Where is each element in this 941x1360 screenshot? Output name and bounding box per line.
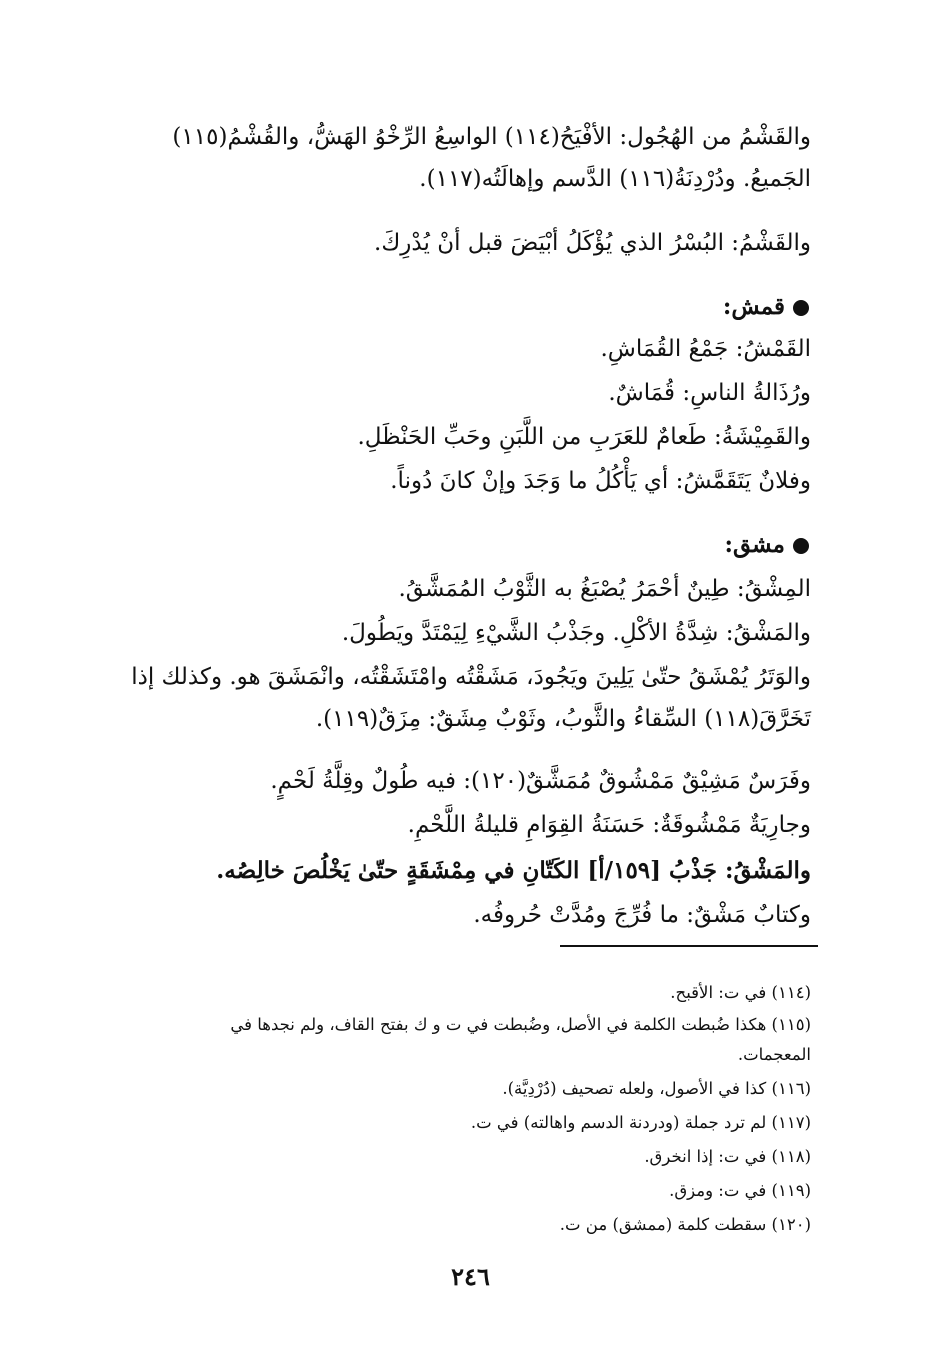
footnote: (١١٩) في ت: ومزق. bbox=[669, 1181, 811, 1200]
entry-line: والوَتَرُ يُمْشَقُ حتّىٰ يَلِينَ ويَجُودَ، مَشَقْتُه وامْتَشَقْتُه، وانْمَشَقَ هو. وكذلك إذا bbox=[131, 664, 811, 690]
entry-line: ورُذَالةُ الناسِ: قُمَاشٌ. bbox=[608, 380, 811, 406]
footnote-separator bbox=[560, 945, 818, 947]
body-line: والقَشْمُ: البُسْرُ الذي يُؤْكَلُ أبْيَضَ قبل أنْ يُدْرِكَ. bbox=[374, 230, 811, 256]
entry-line: القَمْشُ: جَمْعُ القُمَاشِ. bbox=[600, 336, 811, 362]
entry-line: والقَمِيْشَةُ: طَعامٌ للعَرَبِ من اللَّبَنِ وحَبِّ الحَنْظَلِ. bbox=[357, 424, 811, 450]
page-number: ٢٤٦ bbox=[451, 1262, 490, 1291]
bullet-icon bbox=[793, 538, 809, 554]
footnote: (١١٧) لم ترد جملة (ودردنة الدسم واهالته) في ت. bbox=[470, 1113, 811, 1132]
heading-text: قمش: bbox=[722, 293, 785, 320]
entry-line: وجارِيَةٌ مَمْشُوقَةٌ: حَسَنَةُ القِوَامِ قليلةُ اللَّحْمِ. bbox=[407, 812, 811, 838]
bullet-icon bbox=[793, 300, 809, 316]
footnote: (١٢٠) سقطت كلمة (ممشق) من ت. bbox=[559, 1215, 811, 1234]
body-line: الجَميعُ. ودُرْدِنَةُ(١١٦) الدَّسم وإهالَتُه(١١٧). bbox=[419, 166, 811, 192]
entry-line: وفَرَسٌ مَشِيْقٌ مَمْشُوقٌ مُمَشَّقٌ(١٢٠): فيه طُولٌ وقِلَّةُ لَحْمٍ. bbox=[270, 768, 811, 794]
entry-line: وفلانٌ يَتَقَمَّشُ: أي يَأْكُلُ ما وَجَدَ وإنْ كانَ دُوناً. bbox=[390, 468, 811, 494]
section-heading-qamsh bbox=[723, 290, 809, 324]
footnote: (١١٤) في ت: الأقبح. bbox=[670, 983, 811, 1002]
footnote: المعجمات. bbox=[737, 1045, 811, 1064]
footnote: (١١٨) في ت: إذا انخرق. bbox=[644, 1147, 811, 1166]
body-line: والقَشْمُ من الهُجُول: الأفْيَحُ(١١٤) الواسِعُ الرِّخْوُ الهَشُّ، والقُشْمُ(١١٥) bbox=[172, 124, 811, 150]
entry-line: والمَشْقُ: شِدَّةُ الأكْلِ. وجَذْبُ الشَّيْءِ لِيَمْتَدَّ ويَطُولَ. bbox=[341, 620, 811, 646]
entry-line: والمَشْقُ: جَذْبُ [١٥٩/أ] الكَتّانِ في مِمْشَقَةٍ حتّىٰ يَخْلُصَ خالِصُه. bbox=[216, 857, 811, 884]
footnote: (١١٦) كذا في الأصول، ولعله تصحيف (دُرْدِيَّة). bbox=[502, 1079, 811, 1098]
footnote: (١١٥) هكذا ضُبطت الكلمة في الأصل، وضُبطت في ت و ك بفتح القاف، ولم نجدها في bbox=[230, 1015, 811, 1034]
entry-line: تَخَرَّقَ(١١٨) السِّقاءُ والثَّوبُ، وثَوْبٌ مِشَقٌ: مِزَقٌ(١١٩). bbox=[315, 706, 811, 732]
heading-text: مشق: bbox=[724, 531, 785, 558]
section-heading-mashq bbox=[724, 528, 809, 562]
entry-line: وكتابٌ مَشْقٌ: ما فُرِّجَ ومُدَّتْ حُروفُه. bbox=[473, 902, 811, 928]
entry-line: المِشْقُ: طِينٌ أحْمَرُ يُصْبَغُ به الثَّوْبُ المُمَشَّقُ. bbox=[398, 576, 811, 602]
